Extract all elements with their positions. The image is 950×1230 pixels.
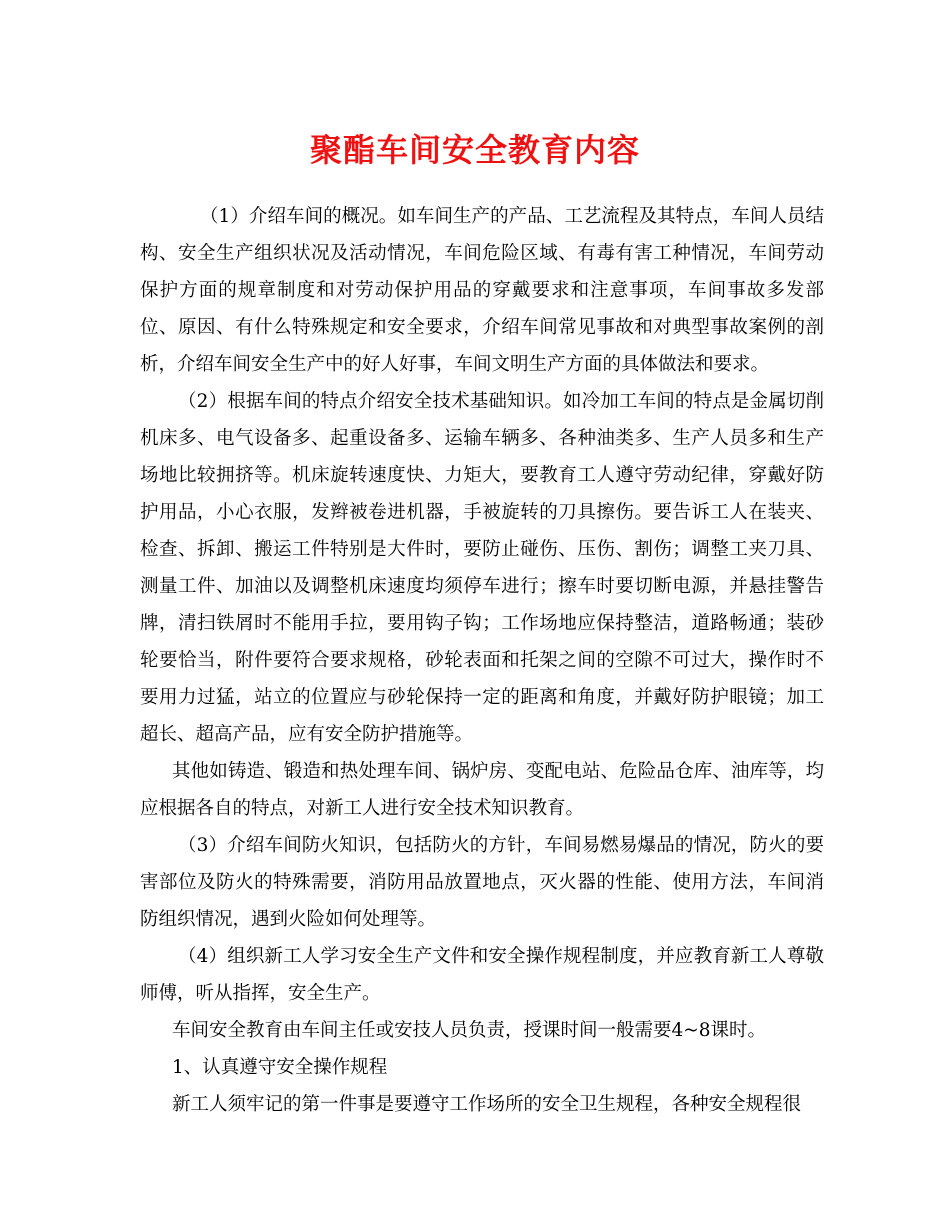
section-heading-safety-rules: 1、认真遵守安全操作规程 (172, 1057, 388, 1078)
document-title: 聚酯车间安全教育内容 (309, 131, 640, 169)
paragraph-other-workshops: 其他如铸造、锻造和热处理车间、锅炉房、变配电站、危险品仓库、油库等，均应根据各自的特点，对新工人进行安全技术知识教育。 (140, 761, 824, 819)
paragraph-fire-prevention: （3）介绍车间防火知识，包括防火的方针，车间易燃易爆品的情况，防火的要害部位及防火的特殊需要，消防用品放置地点，灭火器的性能、使用方法，车间消防组织情况，遇到火险如何处理等。 (140, 835, 824, 930)
paragraph-safety-technical-knowledge: （2）根据车间的特点介绍安全技术基础知识。如冷加工车间的特点是金属切削机床多、电气设备多、起重设备多、运输车辆多、各种油类多、生产人员多和生产场地比较拥挤等。机床旋转速度快、力矩大，要教育工人遵守劳动纪律，穿戴好防护用品，小心衣服，发辫被卷进机器，手被旋转的刀具擦伤。要告诉工人在装夹、检查、拆卸、搬运工件特别是大件时，要防止碰伤、压伤、割伤；调整工夹刀具、测量工件、加油以及调整机床速度均须停车进行；擦车时要切断电源，并悬挂警告牌，清扫铁屑时不能用手拉，要用钩子钩；工作场地应保持整洁，道路畅通；装砂轮要恰当，附件要符合要求规格，砂轮表面和托架之间的空隙不可过大，操作时不要用力过猛，站立的位置应与砂轮保持一定的距离和角度，并戴好防护眼镜；加工超长、超高产品，应有安全防护措施等。 (140, 391, 824, 745)
paragraph-safety-regulations-study: （4）组织新工人学习安全生产文件和安全操作规程制度，并应教育新工人尊敬师傅，听从指挥，安全生产。 (140, 946, 824, 1004)
document-body (140, 198, 824, 1123)
paragraph-workshop-overview: （1）介绍车间的概况。如车间生产的产品、工艺流程及其特点，车间人员结构、安全生产组织状况及活动情况，车间危险区域、有毒有害工种情况，车间劳动保护方面的规章制度和对劳动保护用品的穿戴要求和注意事项，车间事故多发部位、原因、有什么特殊规定和安全要求，介绍车间常见事故和对典型事故案例的剖析，介绍车间安全生产中的好人好事，车间文明生产方面的具体做法和要求。 (140, 206, 824, 375)
paragraph-education-responsibility: 车间安全教育由车间主任或安技人员负责，授课时间一般需要4~8课时。 (172, 1020, 767, 1041)
paragraph-first-thing: 新工人须牢记的第一件事是要遵守工作场所的安全卫生规程，各种安全规程很 (172, 1094, 802, 1115)
